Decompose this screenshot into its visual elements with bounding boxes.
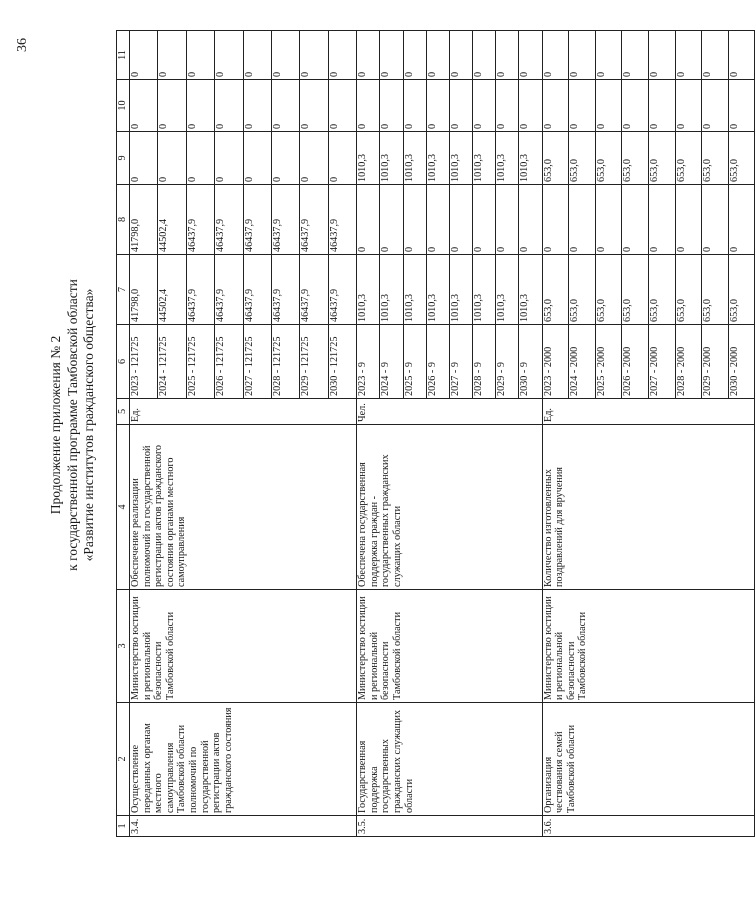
- section-name-cell: Осуществление переданных органам местного самоуправления Тамбовской области полномочий по государственной регистрации актов гражданского состояния: [130, 703, 357, 816]
- col11-cell: 0: [595, 31, 622, 80]
- col11-cell: 0: [380, 31, 403, 80]
- period-cell: 2025 - 9: [403, 325, 426, 399]
- col8-cell: 46437,9: [243, 185, 271, 255]
- column-number-cell: 1: [117, 816, 130, 837]
- col10-cell: 0: [130, 80, 158, 132]
- col10-cell: 0: [215, 80, 243, 132]
- col8-cell: 0: [449, 185, 472, 255]
- col9-cell: 0: [328, 132, 356, 185]
- total-cell: 1010,3: [473, 255, 496, 325]
- column-number-cell: 5: [117, 399, 130, 425]
- period-cell: 2030 - 9: [519, 325, 542, 399]
- col8-cell: 0: [622, 185, 649, 255]
- header-line: Продолжение приложения № 2: [48, 335, 63, 515]
- total-cell: 653,0: [595, 255, 622, 325]
- table-row: [542, 31, 569, 837]
- col10-cell: 0: [622, 80, 649, 132]
- col10-cell: 0: [542, 80, 569, 132]
- col10-cell: 0: [473, 80, 496, 132]
- col11-cell: 0: [158, 31, 186, 80]
- column-number-cell: 11: [117, 31, 130, 80]
- executor-cell: Министерство юстиции и региональной безопасности Тамбовской области: [357, 590, 543, 703]
- col9-cell: 653,0: [702, 132, 729, 185]
- period-cell: 2026 - 121725: [215, 325, 243, 399]
- col11-cell: 0: [130, 31, 158, 80]
- period-cell: 2023 - 121725: [130, 325, 158, 399]
- period-cell: 2028 - 9: [473, 325, 496, 399]
- col8-cell: 0: [519, 185, 542, 255]
- col9-cell: 0: [186, 132, 214, 185]
- col10-cell: 0: [271, 80, 299, 132]
- period-cell: 2025 - 121725: [186, 325, 214, 399]
- col9-cell: 0: [300, 132, 328, 185]
- col8-cell: 0: [728, 185, 755, 255]
- col9-cell: 653,0: [728, 132, 755, 185]
- total-cell: 46437,9: [300, 255, 328, 325]
- col10-cell: 0: [675, 80, 702, 132]
- col10-cell: 0: [649, 80, 676, 132]
- col8-cell: 46437,9: [215, 185, 243, 255]
- indicator-cell: Обеспечение реализации полномочий по государственной регистрации актов гражданского состояния органами местного самоуправления: [130, 425, 357, 590]
- col10-cell: 0: [243, 80, 271, 132]
- col11-cell: 0: [215, 31, 243, 80]
- col10-cell: 0: [519, 80, 542, 132]
- unit-cell: Ед.: [130, 399, 357, 425]
- column-number-cell: 8: [117, 185, 130, 255]
- col10-cell: 0: [449, 80, 472, 132]
- table-row: [357, 31, 380, 837]
- total-cell: 1010,3: [496, 255, 519, 325]
- period-cell: 2029 - 2000: [702, 325, 729, 399]
- indicator-cell: Обеспечена государственная поддержка граждан - государственных гражданских служащих области: [357, 425, 543, 590]
- executor-cell: Министерство юстиции и региональной безопасности Тамбовской области: [130, 590, 357, 703]
- col11-cell: 0: [519, 31, 542, 80]
- col11-cell: 0: [426, 31, 449, 80]
- col9-cell: 0: [130, 132, 158, 185]
- column-number-cell: 10: [117, 80, 130, 132]
- total-cell: 653,0: [675, 255, 702, 325]
- col9-cell: 1010,3: [426, 132, 449, 185]
- col11-cell: 0: [569, 31, 596, 80]
- col11-cell: 0: [328, 31, 356, 80]
- col10-cell: 0: [569, 80, 596, 132]
- col8-cell: 0: [357, 185, 380, 255]
- col10-cell: 0: [357, 80, 380, 132]
- period-cell: 2028 - 121725: [271, 325, 299, 399]
- column-number-row: [117, 31, 130, 837]
- period-cell: 2023 - 9: [357, 325, 380, 399]
- period-cell: 2024 - 121725: [158, 325, 186, 399]
- total-cell: 1010,3: [426, 255, 449, 325]
- col10-cell: 0: [300, 80, 328, 132]
- col8-cell: 44502,4: [158, 185, 186, 255]
- col8-cell: 0: [473, 185, 496, 255]
- col11-cell: 0: [496, 31, 519, 80]
- total-cell: 1010,3: [519, 255, 542, 325]
- period-cell: 2030 - 121725: [328, 325, 356, 399]
- period-cell: 2027 - 2000: [649, 325, 676, 399]
- col8-cell: 0: [569, 185, 596, 255]
- col8-cell: 46437,9: [271, 185, 299, 255]
- col10-cell: 0: [186, 80, 214, 132]
- period-cell: 2030 - 2000: [728, 325, 755, 399]
- col10-cell: 0: [496, 80, 519, 132]
- col11-cell: 0: [271, 31, 299, 80]
- period-cell: 2029 - 121725: [300, 325, 328, 399]
- col11-cell: 0: [675, 31, 702, 80]
- section-number-cell: 3.6.: [542, 816, 755, 837]
- col9-cell: 1010,3: [357, 132, 380, 185]
- col11-cell: 0: [649, 31, 676, 80]
- unit-cell: Чел.: [357, 399, 543, 425]
- period-cell: 2024 - 2000: [569, 325, 596, 399]
- col8-cell: 0: [649, 185, 676, 255]
- col10-cell: 0: [595, 80, 622, 132]
- total-cell: 46437,9: [328, 255, 356, 325]
- col8-cell: 0: [426, 185, 449, 255]
- col8-cell: 41798,0: [130, 185, 158, 255]
- col10-cell: 0: [158, 80, 186, 132]
- col11-cell: 0: [702, 31, 729, 80]
- period-cell: 2024 - 9: [380, 325, 403, 399]
- col8-cell: 0: [496, 185, 519, 255]
- indicator-cell: Количество изготовленных поздравлений для вручения: [542, 425, 755, 590]
- col11-cell: 0: [300, 31, 328, 80]
- table-row: [130, 31, 158, 837]
- col9-cell: 1010,3: [519, 132, 542, 185]
- total-cell: 653,0: [569, 255, 596, 325]
- col11-cell: 0: [243, 31, 271, 80]
- col11-cell: 0: [357, 31, 380, 80]
- col9-cell: 0: [158, 132, 186, 185]
- col8-cell: 0: [675, 185, 702, 255]
- total-cell: 41798,0: [130, 255, 158, 325]
- total-cell: 1010,3: [357, 255, 380, 325]
- total-cell: 653,0: [728, 255, 755, 325]
- col9-cell: 1010,3: [496, 132, 519, 185]
- period-cell: 2027 - 121725: [243, 325, 271, 399]
- appendix-header: [48, 105, 98, 745]
- col10-cell: 0: [702, 80, 729, 132]
- col10-cell: 0: [403, 80, 426, 132]
- col9-cell: 653,0: [569, 132, 596, 185]
- section-name-cell: Организация чествования семей Тамбовской области: [542, 703, 755, 816]
- col8-cell: 46437,9: [300, 185, 328, 255]
- col9-cell: 653,0: [675, 132, 702, 185]
- program-table: [116, 30, 755, 837]
- col9-cell: 653,0: [542, 132, 569, 185]
- total-cell: 46437,9: [215, 255, 243, 325]
- col11-cell: 0: [728, 31, 755, 80]
- period-cell: 2026 - 9: [426, 325, 449, 399]
- col11-cell: 0: [473, 31, 496, 80]
- period-cell: 2025 - 2000: [595, 325, 622, 399]
- column-number-cell: 9: [117, 132, 130, 185]
- col11-cell: 0: [186, 31, 214, 80]
- total-cell: 44502,4: [158, 255, 186, 325]
- col10-cell: 0: [426, 80, 449, 132]
- col9-cell: 0: [215, 132, 243, 185]
- col10-cell: 0: [728, 80, 755, 132]
- col9-cell: 0: [271, 132, 299, 185]
- col9-cell: 1010,3: [380, 132, 403, 185]
- total-cell: 1010,3: [449, 255, 472, 325]
- section-name-cell: Государственная поддержка государственных гражданских служащих области: [357, 703, 543, 816]
- total-cell: 46437,9: [243, 255, 271, 325]
- col8-cell: 46437,9: [328, 185, 356, 255]
- column-number-cell: 3: [117, 590, 130, 703]
- header-line: «Развитие институтов гражданского общества»: [81, 288, 96, 562]
- column-number-cell: 6: [117, 325, 130, 399]
- period-cell: 2026 - 2000: [622, 325, 649, 399]
- table-body: [117, 31, 755, 837]
- column-number-cell: 7: [117, 255, 130, 325]
- col10-cell: 0: [380, 80, 403, 132]
- col11-cell: 0: [403, 31, 426, 80]
- col11-cell: 0: [622, 31, 649, 80]
- col11-cell: 0: [449, 31, 472, 80]
- col8-cell: 0: [542, 185, 569, 255]
- col8-cell: 0: [595, 185, 622, 255]
- col8-cell: 46437,9: [186, 185, 214, 255]
- col9-cell: 1010,3: [403, 132, 426, 185]
- col10-cell: 0: [328, 80, 356, 132]
- total-cell: 653,0: [622, 255, 649, 325]
- unit-cell: Ед.: [542, 399, 755, 425]
- period-cell: 2023 - 2000: [542, 325, 569, 399]
- total-cell: 653,0: [649, 255, 676, 325]
- period-cell: 2029 - 9: [496, 325, 519, 399]
- column-number-cell: 4: [117, 425, 130, 590]
- period-cell: 2027 - 9: [449, 325, 472, 399]
- total-cell: 653,0: [542, 255, 569, 325]
- header-line: к государственной программе Тамбовской области: [64, 279, 80, 571]
- total-cell: 46437,9: [186, 255, 214, 325]
- total-cell: 653,0: [702, 255, 729, 325]
- col8-cell: 0: [403, 185, 426, 255]
- column-number-cell: 2: [117, 703, 130, 816]
- col9-cell: 1010,3: [473, 132, 496, 185]
- col11-cell: 0: [542, 31, 569, 80]
- section-number-cell: 3.5.: [357, 816, 543, 837]
- total-cell: 46437,9: [271, 255, 299, 325]
- col9-cell: 653,0: [595, 132, 622, 185]
- col9-cell: 653,0: [649, 132, 676, 185]
- col9-cell: 0: [243, 132, 271, 185]
- col8-cell: 0: [702, 185, 729, 255]
- page-number: 36: [15, 38, 30, 52]
- period-cell: 2028 - 2000: [675, 325, 702, 399]
- executor-cell: Министерство юстиции и региональной безопасности Тамбовской области: [542, 590, 755, 703]
- col9-cell: 653,0: [622, 132, 649, 185]
- section-number-cell: 3.4.: [130, 816, 357, 837]
- total-cell: 1010,3: [380, 255, 403, 325]
- total-cell: 1010,3: [403, 255, 426, 325]
- col9-cell: 1010,3: [449, 132, 472, 185]
- col8-cell: 0: [380, 185, 403, 255]
